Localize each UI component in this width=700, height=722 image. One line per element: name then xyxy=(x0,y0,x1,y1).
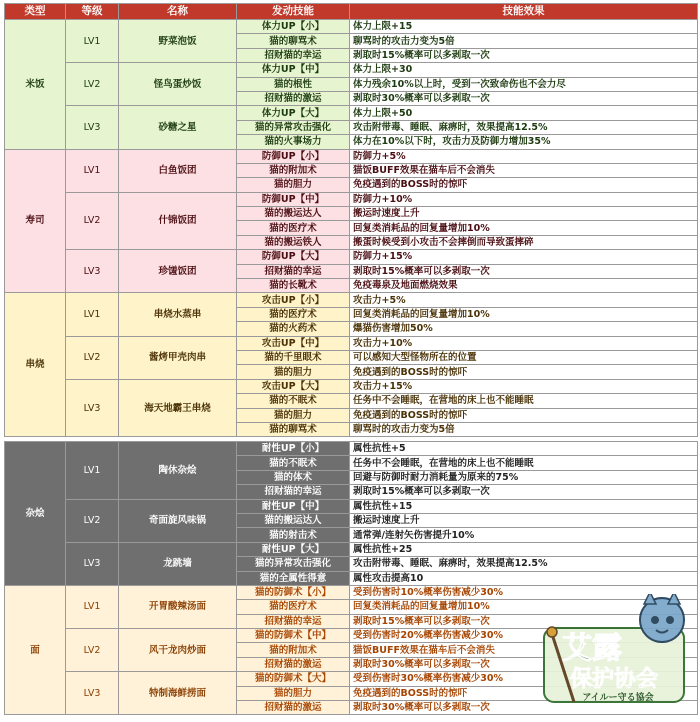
dish-name-cell: 龙跳墙 xyxy=(119,542,237,585)
effect-cell: 受到伤害时10%概率伤害减少30% xyxy=(350,585,698,599)
level-cell: LV2 xyxy=(66,63,119,106)
effect-cell: 攻击力+15% xyxy=(350,379,698,393)
skill-cell: 猫的火药术 xyxy=(237,322,350,336)
food-type-cell: 寿司 xyxy=(5,149,66,293)
dish-name-cell: 开胃酸辣汤面 xyxy=(119,585,237,628)
header-type: 类型 xyxy=(5,4,66,20)
skill-cell: 猫的不眠术 xyxy=(237,456,350,470)
food-type-cell: 串烧 xyxy=(5,293,66,437)
header-name: 名称 xyxy=(119,4,237,20)
level-cell: LV3 xyxy=(66,106,119,149)
skill-cell: 体力UP【中】 xyxy=(237,63,350,77)
dish-name-cell: 野菜泡饭 xyxy=(119,20,237,63)
food-type-cell: 杂烩 xyxy=(5,442,66,586)
effect-cell: 免疫遇到的BOSS时的惊吓 xyxy=(350,178,698,192)
effect-cell: 防御力+10% xyxy=(350,192,698,206)
effect-cell: 任务中不会睡眠，在营地的床上也不能睡眠 xyxy=(350,456,698,470)
effect-cell: 搬运时速度上升 xyxy=(350,513,698,527)
skill-cell: 猫的体术 xyxy=(237,470,350,484)
effect-cell: 防御力+5% xyxy=(350,149,698,163)
skill-cell: 耐性UP【中】 xyxy=(237,499,350,513)
table-row xyxy=(5,442,698,456)
skill-cell: 耐性UP【小】 xyxy=(237,442,350,456)
effect-cell: 剥取时30%概率可以多剥取一次 xyxy=(350,701,698,715)
effect-cell: 搬运时速度上升 xyxy=(350,207,698,221)
food-type-cell: 米饭 xyxy=(5,20,66,150)
effect-cell: 攻击附带毒、睡眠、麻痹时，效果提高12.5% xyxy=(350,120,698,134)
skill-cell: 猫的搬运达人 xyxy=(237,513,350,527)
effect-cell: 聊骂时的攻击力变为5倍 xyxy=(350,34,698,48)
dish-name-cell: 奇面旋风味锅 xyxy=(119,499,237,542)
header-level: 等级 xyxy=(66,4,119,20)
skill-cell: 防御UP【大】 xyxy=(237,250,350,264)
skill-cell: 耐性UP【大】 xyxy=(237,542,350,556)
table-row xyxy=(5,542,698,556)
skill-cell: 猫的医疗术 xyxy=(237,600,350,614)
skill-cell: 猫的异常攻击强化 xyxy=(237,557,350,571)
skill-cell: 猫的搬运铁人 xyxy=(237,235,350,249)
skill-cell: 招财猫的幸运 xyxy=(237,485,350,499)
skill-cell: 猫的搬运达人 xyxy=(237,207,350,221)
effect-cell: 免疫遇到的BOSS时的惊吓 xyxy=(350,408,698,422)
skill-cell: 猫的胆力 xyxy=(237,178,350,192)
skill-cell: 攻击UP【小】 xyxy=(237,293,350,307)
effect-cell: 攻击力+5% xyxy=(350,293,698,307)
skill-cell: 猫的不眠术 xyxy=(237,394,350,408)
effect-cell: 免疫遇到的BOSS时的惊吓 xyxy=(350,686,698,700)
effect-cell: 属性抗性+5 xyxy=(350,442,698,456)
table-row xyxy=(5,250,698,264)
dish-name-cell: 砂糖之星 xyxy=(119,106,237,149)
effect-cell: 剥取时15%概率可以多剥取一次 xyxy=(350,48,698,62)
dish-name-cell: 白鱼饭团 xyxy=(119,149,237,192)
logo-subtitle: 保护协会 xyxy=(569,667,659,692)
table-row xyxy=(5,499,698,513)
effect-cell: 通常弹/连射矢伤害提升10% xyxy=(350,528,698,542)
skill-cell: 猫的医疗术 xyxy=(237,307,350,321)
skill-cell: 招财猫的幸运 xyxy=(237,48,350,62)
table-row xyxy=(5,192,698,206)
skill-cell: 招财猫的幸运 xyxy=(237,614,350,628)
dish-name-cell: 风干龙肉炒面 xyxy=(119,629,237,672)
skill-cell: 招财猫的激运 xyxy=(237,701,350,715)
effect-cell: 回复类消耗品的回复量增加10% xyxy=(350,600,698,614)
effect-cell: 体力上限+15 xyxy=(350,20,698,34)
skill-cell: 猫的胆力 xyxy=(237,408,350,422)
level-cell: LV2 xyxy=(66,499,119,542)
header-skill: 发动技能 xyxy=(237,4,350,20)
skill-cell: 猫的胆力 xyxy=(237,686,350,700)
effect-cell: 猫饭BUFF效果在猫车后不会消失 xyxy=(350,643,698,657)
effect-cell: 属性抗性+15 xyxy=(350,499,698,513)
table-row xyxy=(5,106,698,120)
effect-cell: 回避与防御时耐力消耗量为原来的75% xyxy=(350,470,698,484)
effect-cell: 攻击附带毒、睡眠、麻痹时，效果提高12.5% xyxy=(350,557,698,571)
level-cell: LV1 xyxy=(66,585,119,628)
effect-cell: 剥取时15%概率可以多剥取一次 xyxy=(350,264,698,278)
effect-cell: 体力上限+50 xyxy=(350,106,698,120)
skill-cell: 猫的附加术 xyxy=(237,163,350,177)
table-row xyxy=(5,149,698,163)
effect-cell: 防御力+15% xyxy=(350,250,698,264)
table-row xyxy=(5,293,698,307)
food-type-cell: 面 xyxy=(5,585,66,715)
table-row xyxy=(5,63,698,77)
level-cell: LV1 xyxy=(66,149,119,192)
effect-cell: 免疫毒泉及地面燃烧效果 xyxy=(350,279,698,293)
header-effect: 技能效果 xyxy=(350,4,698,20)
effect-cell: 体力残余10%以上时，受到一次致命伤也不会力尽 xyxy=(350,77,698,91)
level-cell: LV2 xyxy=(66,629,119,672)
dish-name-cell: 酱烤甲壳肉串 xyxy=(119,336,237,379)
skill-cell: 猫的异常攻击强化 xyxy=(237,120,350,134)
level-cell: LV2 xyxy=(66,192,119,250)
skill-cell: 猫的防御术【大】 xyxy=(237,672,350,686)
level-cell: LV3 xyxy=(66,542,119,585)
table-header-row xyxy=(5,4,698,20)
dish-name-cell: 陶休杂烩 xyxy=(119,442,237,500)
level-cell: LV2 xyxy=(66,336,119,379)
effect-cell: 属性攻击提高10 xyxy=(350,571,698,585)
skill-cell: 猫的火事场力 xyxy=(237,135,350,149)
effect-cell: 可以感知大型怪物所在的位置 xyxy=(350,350,698,364)
effect-cell: 受到伤害时20%概率伤害减少30% xyxy=(350,629,698,643)
level-cell: LV3 xyxy=(66,672,119,715)
level-cell: LV3 xyxy=(66,250,119,293)
effect-cell: 猫饭BUFF效果在猫车后不会消失 xyxy=(350,163,698,177)
skill-cell: 猫的附加术 xyxy=(237,643,350,657)
effect-cell: 体力在10%以下时，攻击力及防御力增加35% xyxy=(350,135,698,149)
effect-cell: 聊骂时的攻击力变为5倍 xyxy=(350,422,698,436)
skill-cell: 猫的防御术【小】 xyxy=(237,585,350,599)
food-skill-table-1 xyxy=(4,3,698,437)
table-row xyxy=(5,336,698,350)
skill-cell: 猫的射击术 xyxy=(237,528,350,542)
skill-cell: 招财猫的幸运 xyxy=(237,264,350,278)
airou-protection-logo xyxy=(534,594,690,710)
skill-cell: 体力UP【小】 xyxy=(237,20,350,34)
effect-cell: 剥取时15%概率可以多剥取一次 xyxy=(350,614,698,628)
table-row xyxy=(5,379,698,393)
effect-cell: 回复类消耗品的回复量增加10% xyxy=(350,221,698,235)
effect-cell: 剥取时15%概率可以多剥取一次 xyxy=(350,485,698,499)
table-row xyxy=(5,20,698,34)
effect-cell: 剥取时30%概率可以多剥取一次 xyxy=(350,657,698,671)
effect-cell: 攻击力+10% xyxy=(350,336,698,350)
skill-cell: 猫的千里眼术 xyxy=(237,350,350,364)
dish-name-cell: 串烧水蒸串 xyxy=(119,293,237,336)
skill-cell: 招财猫的激运 xyxy=(237,657,350,671)
effect-cell: 免疫遇到的BOSS时的惊吓 xyxy=(350,365,698,379)
skill-cell: 猫的长靴术 xyxy=(237,279,350,293)
logo-caption: アイルー守る協会 xyxy=(582,693,654,703)
skill-cell: 猫的聊骂术 xyxy=(237,34,350,48)
effect-cell: 搬蛋时候受到小攻击不会摔倒而导致蛋摔碎 xyxy=(350,235,698,249)
effect-cell: 剥取时30%概率可以多剥取一次 xyxy=(350,91,698,105)
effect-cell: 属性抗性+25 xyxy=(350,542,698,556)
level-cell: LV1 xyxy=(66,293,119,336)
skill-cell: 猫的胆力 xyxy=(237,365,350,379)
effect-cell: 受到伤害时30%概率伤害减少30% xyxy=(350,672,698,686)
skill-cell: 猫的防御术【中】 xyxy=(237,629,350,643)
skill-cell: 猫的医疗术 xyxy=(237,221,350,235)
dish-name-cell: 什锦饭团 xyxy=(119,192,237,250)
skill-cell: 猫的根性 xyxy=(237,77,350,91)
skill-cell: 招财猫的激运 xyxy=(237,91,350,105)
logo-title: 艾露 xyxy=(562,631,622,666)
effect-cell: 体力上限+30 xyxy=(350,63,698,77)
skill-cell: 攻击UP【中】 xyxy=(237,336,350,350)
skill-cell: 攻击UP【大】 xyxy=(237,379,350,393)
level-cell: LV3 xyxy=(66,379,119,437)
level-cell: LV1 xyxy=(66,20,119,63)
dish-name-cell: 海天地霸王串烧 xyxy=(119,379,237,437)
dish-name-cell: 特制海鲜捞面 xyxy=(119,672,237,715)
effect-cell: 回复类消耗品的回复量增加10% xyxy=(350,307,698,321)
dish-name-cell: 怪鸟蛋炒饭 xyxy=(119,63,237,106)
skill-cell: 防御UP【小】 xyxy=(237,149,350,163)
level-cell: LV1 xyxy=(66,442,119,500)
effect-cell: 爆猫伤害增加50% xyxy=(350,322,698,336)
dish-name-cell: 珍馐饭团 xyxy=(119,250,237,293)
skill-cell: 猫的全属性得意 xyxy=(237,571,350,585)
effect-cell: 任务中不会睡眠，在营地的床上也不能睡眠 xyxy=(350,394,698,408)
skill-cell: 防御UP【中】 xyxy=(237,192,350,206)
skill-cell: 体力UP【大】 xyxy=(237,106,350,120)
skill-cell: 猫的聊骂术 xyxy=(237,422,350,436)
